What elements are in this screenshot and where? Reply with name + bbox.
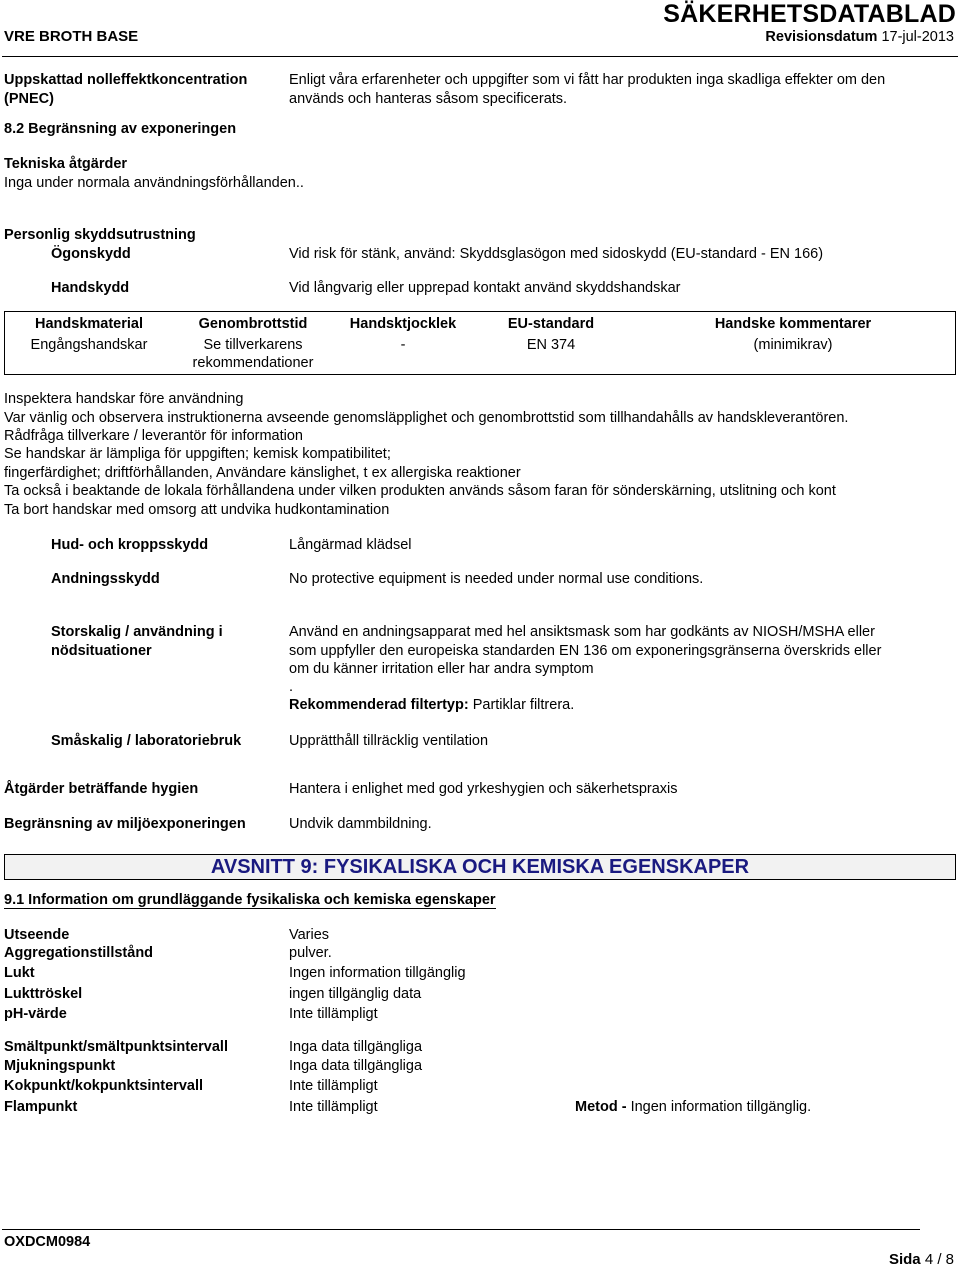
prop-label: Lukttröskel xyxy=(4,986,83,1002)
method-value: Ingen information tillgänglig. xyxy=(630,1099,812,1115)
large-scale-label-1: Storskalig / användning i xyxy=(51,624,223,640)
glove-cell-comments: (minimikrav) xyxy=(753,337,833,353)
glove-cell-breakthrough-2: rekommendationer xyxy=(192,355,314,371)
prop-label: Smältpunkt/smältpunktsintervall xyxy=(4,1039,228,1055)
env-label: Begränsning av miljöexponeringen xyxy=(4,816,246,832)
glove-cell-thickness: - xyxy=(400,337,406,353)
revision-value: 17-jul-2013 xyxy=(881,29,954,45)
hand-text: Vid långvarig eller upprepad kontakt använd skyddshandskar xyxy=(289,280,681,296)
prop-value: Inte tillämpligt xyxy=(289,1006,378,1022)
section-9-1-heading xyxy=(4,892,496,908)
prop-label: Utseende xyxy=(4,927,70,943)
prop-value: Varies xyxy=(289,927,330,943)
section-9-1-heading-text: 9.1 Information om grundläggande fysikaliska och kemiska egenskaper xyxy=(4,892,496,908)
hygiene-label: Åtgärder beträffande hygien xyxy=(4,781,199,797)
resp-label: Andningsskydd xyxy=(51,571,160,587)
glove-note: Var vänlig och observera instruktionerna avseende genomsläpplighet och genombrottstid som tillhandahålls av handskleverantören. xyxy=(4,410,849,426)
skin-text: Långärmad klädsel xyxy=(289,537,412,553)
glove-note: fingerfärdighet; driftförhållanden, Användare känslighet, t ex allergiska reaktioner xyxy=(4,465,521,481)
footer-code: OXDCM0984 xyxy=(4,1234,91,1250)
skin-label: Hud- och kroppsskydd xyxy=(51,537,209,553)
glove-header-thickness: Handsktjocklek xyxy=(349,316,457,332)
prop-label: Lukt xyxy=(4,965,35,981)
method-line xyxy=(575,1099,811,1115)
section-8-2-heading: 8.2 Begränsning av exponeringen xyxy=(4,121,237,137)
pnec-label-1: Uppskattad nolleffektkoncentration xyxy=(4,72,248,88)
pnec-text-2: används och hanteras såsom specificerats. xyxy=(289,91,568,107)
section-9-banner xyxy=(4,854,956,880)
section-9-title: AVSNITT 9: FYSIKALISKA OCH KEMISKA EGENSKAPER xyxy=(210,856,750,878)
glove-note: Inspektera handskar före användning xyxy=(4,391,244,407)
prop-value: Inga data tillgängliga xyxy=(289,1039,423,1055)
glove-note: Se handskar är lämpliga för uppgiften; kemisk kompatibilitet; xyxy=(4,446,391,462)
glove-header-comments: Handske kommentarer xyxy=(714,316,872,332)
prop-value: ingen tillgänglig data xyxy=(289,986,422,1002)
method-label: Metod - xyxy=(575,1099,627,1115)
glove-header-standard: EU-standard xyxy=(507,316,595,332)
eye-text: Vid risk för stänk, använd: Skyddsglasögon med sidoskydd (EU-standard - EN 166) xyxy=(289,246,824,262)
glove-header-breakthrough: Genombrottstid xyxy=(198,316,308,332)
prop-value: Ingen information tillgänglig xyxy=(289,965,466,981)
hand-label: Handskydd xyxy=(51,280,130,296)
env-text: Undvik dammbildning. xyxy=(289,816,432,832)
prop-value: Inga data tillgängliga xyxy=(289,1058,423,1074)
resp-text: No protective equipment is needed under normal use conditions. xyxy=(289,571,704,587)
tech-text: Inga under normala användningsförhållanden.. xyxy=(4,175,304,191)
prop-label: Aggregationstillstånd xyxy=(4,945,154,961)
eye-label: Ögonskydd xyxy=(51,246,131,262)
prop-value: pulver. xyxy=(289,945,332,961)
glove-cell-breakthrough: Se tillverkarens xyxy=(203,337,303,353)
filter-text: Partiklar filtrera. xyxy=(472,697,575,713)
glove-note: Ta bort handskar med omsorg att undvika hudkontamination xyxy=(4,502,390,518)
prop-label: Mjukningspunkt xyxy=(4,1058,116,1074)
large-scale-text-4: . xyxy=(289,679,294,695)
prop-value: Inte tillämpligt xyxy=(289,1099,378,1115)
ppe-label: Personlig skyddsutrustning xyxy=(4,227,196,243)
document-title: SÄKERHETSDATABLAD xyxy=(663,0,956,28)
hygiene-text: Hantera i enlighet med god yrkeshygien och säkerhetspraxis xyxy=(289,781,678,797)
prop-label: Flampunkt xyxy=(4,1099,78,1115)
pnec-label-2: (PNEC) xyxy=(4,91,54,107)
prop-value: Inte tillämpligt xyxy=(289,1078,378,1094)
page-number xyxy=(889,1251,954,1268)
glove-note: Ta också i beaktande de lokala förhållandena under vilken produkten används såsom faran för sönderskärning, utslitning och kont xyxy=(4,483,836,499)
tech-label: Tekniska åtgärder xyxy=(4,156,128,172)
small-scale-text: Upprätthåll tillräcklig ventilation xyxy=(289,733,489,749)
filter-line xyxy=(289,697,574,713)
prop-label: Kokpunkt/kokpunktsintervall xyxy=(4,1078,204,1094)
large-scale-text-2: som uppfyller den europeiska standarden EN 136 om exponeringsgränserna överskrids eller xyxy=(289,643,882,659)
glove-header-material: Handskmaterial xyxy=(35,316,143,332)
glove-cell-material: Engångshandskar xyxy=(30,337,148,353)
large-scale-text-3: om du känner irritation eller har andra symptom xyxy=(289,661,594,677)
glove-note: Rådfråga tillverkare / leverantör för information xyxy=(4,428,303,444)
footer-divider xyxy=(2,1229,920,1230)
revision-label: Revisionsdatum xyxy=(765,29,878,45)
pnec-text-1: Enligt våra erfarenheter och uppgifter som vi fått har produkten inga skadliga effekter om den xyxy=(289,72,886,88)
large-scale-text-1: Använd en andningsapparat med hel ansiktsmask som har godkänts av NIOSH/MSHA eller xyxy=(289,624,875,640)
header-divider xyxy=(2,56,958,57)
glove-table xyxy=(4,311,956,375)
page-label: Sida xyxy=(888,1251,921,1268)
glove-cell-standard: EN 374 xyxy=(526,337,576,353)
page-value: 4 / 8 xyxy=(924,1251,954,1268)
revision-date xyxy=(765,29,954,45)
product-name: VRE BROTH BASE xyxy=(4,28,139,45)
prop-label: pH-värde xyxy=(4,1006,67,1022)
small-scale-label: Småskalig / laboratoriebruk xyxy=(51,733,242,749)
filter-label: Rekommenderad filtertyp: xyxy=(289,697,469,713)
large-scale-label-2: nödsituationer xyxy=(51,643,152,659)
